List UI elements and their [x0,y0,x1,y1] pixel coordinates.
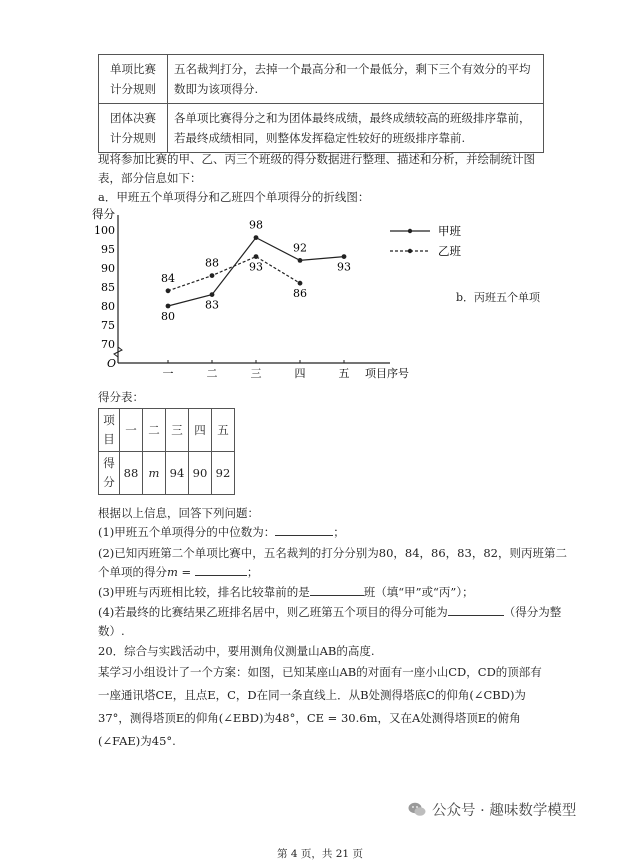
data-point [254,235,259,240]
score-cell: 90 [189,452,212,495]
answer-blank [275,535,333,536]
answer-blank [448,615,504,616]
item-cell: 四 [189,409,212,452]
questions-lead: 根据以上信息，回答下列问题： [98,506,259,520]
watermark-text: 公众号 · 趣味数学模型 [432,803,577,819]
item-cell: 二 [143,409,166,452]
question-3-end: 班（填“甲”或“丙”）； [363,585,474,599]
score-table-caption: 得分表： [98,390,144,404]
item-cell: 五 [212,409,235,452]
row-header-score: 得分 [99,452,120,495]
score-cell: 92 [212,452,235,495]
y-tick-label: 90 [101,262,115,275]
data-label: 93 [337,260,351,274]
watermark [408,799,576,820]
data-label: 84 [161,271,175,285]
question-2-var: m [167,565,178,579]
data-point [166,304,171,309]
wechat-icon [408,802,426,817]
bing-score-table [98,408,235,495]
table-row [99,409,235,452]
data-point [298,281,303,286]
scoring-rules-table [98,54,544,153]
rule-name: 团体决赛计分规则 [99,104,168,153]
y-tick-label: 75 [101,319,115,332]
data-label: 80 [161,310,175,323]
table-row [99,452,235,495]
question-1 [98,524,345,541]
data-label: 93 [249,260,263,274]
data-label: 83 [205,298,219,312]
data-label: 88 [205,256,219,270]
question-4-line-2: 数）. [98,624,125,638]
y-tick-label: 95 [101,243,115,256]
question-2-line-2 [98,564,258,581]
x-tick-label: 三 [250,367,262,380]
data-point [210,273,215,278]
question-2-end: ； [246,565,259,579]
question-3 [98,584,474,601]
legend-label-yi: 乙班 [438,244,461,258]
question-3-text: (3)甲班与丙班相比较，排名比较靠前的是 [98,585,310,599]
row-header-item: 项目 [99,409,120,452]
score-cell: 88 [120,452,143,495]
intro-line-1: 现将参加比赛的甲、乙、丙三个班级的得分数据进行整理、描述和分析，并绘制统计图 [98,152,535,166]
item-cell: 三 [166,409,189,452]
question-4-end: （得分为整 [503,605,562,619]
table-row [99,104,544,153]
y-axis-label: 得分 [92,207,115,221]
y-tick-label: 80 [101,300,115,313]
y-tick-label: 85 [101,281,115,294]
legend-label-jia: 甲班 [438,224,461,238]
question-1-text: (1)甲班五个单项得分的中位数为： [98,525,276,539]
data-point [254,254,259,259]
question-4-line-1 [98,604,561,621]
y-tick-label: 70 [101,338,115,351]
data-point [210,292,215,297]
answer-blank [195,575,247,576]
legend [390,224,461,258]
rule-name: 单项比赛计分规则 [99,55,168,104]
origin-label: O [107,357,117,370]
score-cell: 94 [166,452,189,495]
problem-20-line-2: 一座通讯塔CE，且点E，C，D在同一条直线上．从B处测得塔底C的仰角(∠CBD)为 [98,688,526,702]
intro-line-2: 表，部分信息如下： [98,171,202,185]
part-a-label: a．甲班五个单项得分和乙班四个单项得分的折线图： [98,190,370,204]
x-tick-label: 五 [338,367,350,380]
data-label: 98 [249,218,263,232]
data-label: 92 [293,241,307,255]
data-point [342,254,347,259]
data-label: 86 [293,287,307,301]
table-row [99,55,544,104]
legend-marker [408,229,412,233]
y-tick-label: 100 [94,224,115,237]
data-point [298,258,303,263]
series-group [161,219,351,323]
item-cell: 一 [120,409,143,452]
x-axis-label: 项目序号 [365,367,409,380]
legend-marker [408,249,412,253]
y-tick-labels [94,224,115,351]
question-2-line-1: (2)已知丙班第二个单项比赛中，五名裁判的打分分别为80，84，86，83，82，则丙班第二 [98,546,567,560]
problem-20-line-1: 某学习小组设计了一个方案：如图，已知某座山AB的对面有一座小山CD，CD的顶部有 [98,665,542,679]
page-footer: 第 4 页，共 21 页 [277,848,363,860]
part-b-label: b．丙班五个单项 [456,291,541,304]
x-tick-label: 四 [294,367,306,380]
rule-text: 五名裁判打分，去掉一个最高分和一个最低分，剩下三个有效分的平均数即为该项得分. [168,55,544,104]
answer-blank [310,595,364,596]
problem-20-line-3: 37°，测得塔顶E的仰角(∠EBD)为48°，CE = 30.6m，又在A处测得塔顶E的俯角 [98,711,521,725]
x-tick-label: 二 [206,367,218,380]
series-line-yi [168,257,300,291]
question-4-text: (4)若最终的比赛结果乙班排名居中，则乙班第五个项目的得分可能为 [98,605,448,619]
question-1-end: ； [333,525,345,539]
rule-text: 各单项比赛得分之和为团体最终成绩，最终成绩较高的班级排序靠前，若最终成绩相同，则整体发挥稳定性较好的班级排序靠前. [168,104,544,153]
question-2-text: 个单项的得分 [98,565,167,579]
x-tick-label: 一 [162,367,174,380]
score-cell: m [143,452,166,495]
problem-20-line-4: (∠FAE)为45°. [98,734,176,748]
question-2-eq: = [177,565,195,579]
problem-20-title: 20．综合与实践活动中，要用测角仪测量山AB的高度. [98,644,375,658]
data-point [166,288,171,293]
